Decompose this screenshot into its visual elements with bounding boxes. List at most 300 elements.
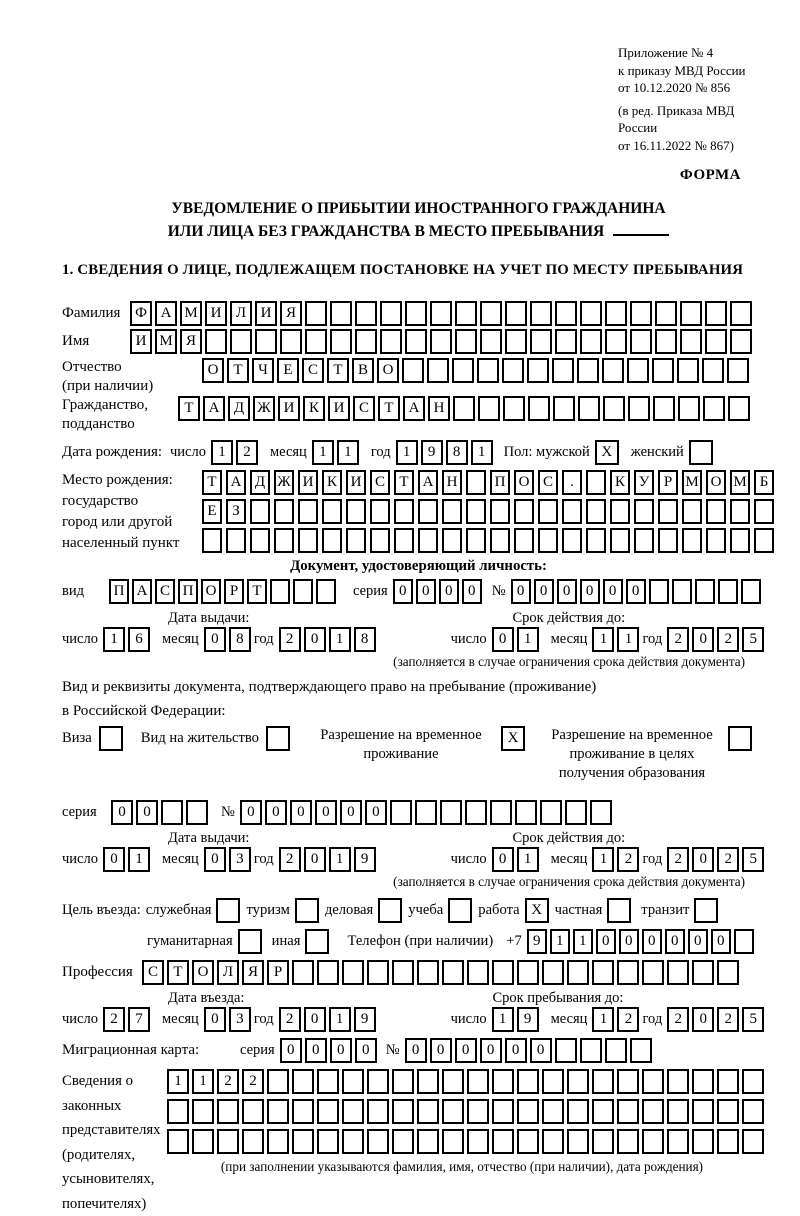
id-valid-day-boxes[interactable] xyxy=(492,627,542,652)
stay-until-year-boxes[interactable] xyxy=(667,1007,767,1032)
char-box[interactable] xyxy=(342,1129,364,1154)
char-box[interactable]: 0 xyxy=(534,579,554,604)
doc-number-boxes[interactable] xyxy=(511,579,764,604)
char-box[interactable] xyxy=(655,301,677,326)
char-box[interactable]: 0 xyxy=(557,579,577,604)
char-box[interactable] xyxy=(442,528,462,553)
char-box[interactable]: И xyxy=(328,396,350,421)
char-box[interactable] xyxy=(567,1069,589,1094)
char-box[interactable] xyxy=(505,329,527,354)
char-box[interactable] xyxy=(346,499,366,524)
char-box[interactable]: 0 xyxy=(711,929,731,954)
char-box[interactable]: 9 xyxy=(517,1007,539,1032)
char-box[interactable]: П xyxy=(178,579,198,604)
char-box[interactable] xyxy=(298,499,318,524)
purpose-tourism-checkbox[interactable] xyxy=(295,898,319,923)
char-box[interactable]: 3 xyxy=(229,847,251,872)
char-box[interactable] xyxy=(630,329,652,354)
char-box[interactable]: 0 xyxy=(330,1038,352,1063)
char-box[interactable] xyxy=(649,579,669,604)
residence-permit-checkbox[interactable] xyxy=(266,726,290,751)
char-box[interactable]: С xyxy=(142,960,164,985)
char-box[interactable]: 1 xyxy=(329,847,351,872)
char-box[interactable] xyxy=(617,1069,639,1094)
char-box[interactable] xyxy=(610,528,630,553)
char-box[interactable] xyxy=(492,1129,514,1154)
char-box[interactable] xyxy=(517,960,539,985)
char-box[interactable] xyxy=(202,528,222,553)
char-box[interactable] xyxy=(505,301,527,326)
char-box[interactable]: 2 xyxy=(717,1007,739,1032)
char-box[interactable] xyxy=(380,329,402,354)
char-box[interactable]: П xyxy=(490,470,510,495)
char-box[interactable]: А xyxy=(155,301,177,326)
char-box[interactable]: В xyxy=(352,358,374,383)
permit-number-boxes[interactable] xyxy=(240,800,615,825)
char-box[interactable] xyxy=(370,528,390,553)
char-box[interactable]: 0 xyxy=(505,1038,527,1063)
char-box[interactable]: 2 xyxy=(279,627,301,652)
char-box[interactable] xyxy=(317,1099,339,1124)
char-box[interactable] xyxy=(317,1129,339,1154)
char-box[interactable]: 1 xyxy=(492,1007,514,1032)
char-box[interactable] xyxy=(567,1129,589,1154)
char-box[interactable]: 5 xyxy=(742,627,764,652)
char-box[interactable]: 0 xyxy=(204,627,226,652)
char-box[interactable] xyxy=(415,800,437,825)
char-box[interactable]: 2 xyxy=(279,847,301,872)
char-box[interactable] xyxy=(322,499,342,524)
birth-place-row2-boxes[interactable] xyxy=(202,499,778,524)
char-box[interactable] xyxy=(274,528,294,553)
char-box[interactable]: Р xyxy=(224,579,244,604)
char-box[interactable]: 2 xyxy=(217,1069,239,1094)
char-box[interactable]: А xyxy=(403,396,425,421)
char-box[interactable]: 2 xyxy=(667,847,689,872)
char-box[interactable] xyxy=(517,1099,539,1124)
char-box[interactable]: Т xyxy=(394,470,414,495)
char-box[interactable] xyxy=(592,1069,614,1094)
char-box[interactable]: 1 xyxy=(517,847,539,872)
char-box[interactable] xyxy=(417,1129,439,1154)
char-box[interactable] xyxy=(678,396,700,421)
char-box[interactable] xyxy=(567,1099,589,1124)
char-box[interactable] xyxy=(186,800,208,825)
char-box[interactable] xyxy=(717,1099,739,1124)
char-box[interactable]: Т xyxy=(327,358,349,383)
char-box[interactable] xyxy=(695,579,715,604)
char-box[interactable]: 0 xyxy=(365,800,387,825)
char-box[interactable]: 0 xyxy=(692,627,714,652)
char-box[interactable]: 2 xyxy=(667,627,689,652)
char-box[interactable] xyxy=(514,499,534,524)
char-box[interactable]: 1 xyxy=(329,627,351,652)
purpose-work-checkbox[interactable]: X xyxy=(525,898,549,923)
char-box[interactable] xyxy=(370,499,390,524)
permit-valid-day-boxes[interactable] xyxy=(492,847,542,872)
char-box[interactable] xyxy=(692,1129,714,1154)
char-box[interactable] xyxy=(692,960,714,985)
char-box[interactable]: 2 xyxy=(617,1007,639,1032)
char-box[interactable] xyxy=(562,499,582,524)
char-box[interactable]: 0 xyxy=(304,847,326,872)
char-box[interactable] xyxy=(316,579,336,604)
char-box[interactable]: К xyxy=(303,396,325,421)
char-box[interactable] xyxy=(741,579,761,604)
char-box[interactable] xyxy=(586,470,606,495)
char-box[interactable] xyxy=(642,1069,664,1094)
char-box[interactable]: 9 xyxy=(421,440,443,465)
char-box[interactable] xyxy=(392,1099,414,1124)
char-box[interactable]: 1 xyxy=(592,1007,614,1032)
char-box[interactable]: У xyxy=(634,470,654,495)
char-box[interactable] xyxy=(630,1038,652,1063)
char-box[interactable] xyxy=(706,499,726,524)
entry-year-boxes[interactable] xyxy=(279,1007,379,1032)
char-box[interactable] xyxy=(427,358,449,383)
char-box[interactable] xyxy=(667,1099,689,1124)
char-box[interactable]: И xyxy=(205,301,227,326)
char-box[interactable]: 0 xyxy=(204,1007,226,1032)
purpose-other-checkbox[interactable] xyxy=(305,929,329,954)
char-box[interactable] xyxy=(267,1069,289,1094)
char-box[interactable] xyxy=(530,301,552,326)
char-box[interactable]: Я xyxy=(280,301,302,326)
char-box[interactable]: И xyxy=(298,470,318,495)
char-box[interactable]: 0 xyxy=(240,800,262,825)
char-box[interactable] xyxy=(706,528,726,553)
char-box[interactable] xyxy=(682,528,702,553)
char-box[interactable] xyxy=(405,301,427,326)
char-box[interactable]: 0 xyxy=(103,847,125,872)
char-box[interactable]: 0 xyxy=(355,1038,377,1063)
char-box[interactable] xyxy=(346,528,366,553)
doc-kind-boxes[interactable] xyxy=(109,579,339,604)
char-box[interactable] xyxy=(466,470,486,495)
char-box[interactable]: 1 xyxy=(312,440,334,465)
char-box[interactable] xyxy=(255,329,277,354)
char-box[interactable]: 6 xyxy=(128,627,150,652)
char-box[interactable] xyxy=(692,1069,714,1094)
char-box[interactable] xyxy=(417,960,439,985)
char-box[interactable] xyxy=(567,960,589,985)
char-box[interactable]: 0 xyxy=(596,929,616,954)
char-box[interactable]: 1 xyxy=(337,440,359,465)
char-box[interactable]: 0 xyxy=(304,1007,326,1032)
char-box[interactable] xyxy=(555,301,577,326)
char-box[interactable] xyxy=(578,396,600,421)
char-box[interactable] xyxy=(417,1099,439,1124)
char-box[interactable]: 1 xyxy=(573,929,593,954)
char-box[interactable] xyxy=(392,1069,414,1094)
char-box[interactable]: Д xyxy=(228,396,250,421)
char-box[interactable]: 0 xyxy=(603,579,623,604)
birth-place-row1-boxes[interactable] xyxy=(202,470,778,495)
char-box[interactable]: 9 xyxy=(354,1007,376,1032)
char-box[interactable] xyxy=(467,960,489,985)
char-box[interactable]: Ф xyxy=(130,301,152,326)
char-box[interactable]: 0 xyxy=(619,929,639,954)
id-issue-month-boxes[interactable] xyxy=(204,627,254,652)
char-box[interactable] xyxy=(478,396,500,421)
char-box[interactable] xyxy=(342,1099,364,1124)
char-box[interactable]: Д xyxy=(250,470,270,495)
char-box[interactable] xyxy=(466,499,486,524)
char-box[interactable] xyxy=(394,528,414,553)
entry-month-boxes[interactable] xyxy=(204,1007,254,1032)
char-box[interactable] xyxy=(492,1099,514,1124)
char-box[interactable]: 0 xyxy=(642,929,662,954)
permit-valid-month-boxes[interactable] xyxy=(592,847,642,872)
char-box[interactable]: 0 xyxy=(393,579,413,604)
char-box[interactable]: 8 xyxy=(354,627,376,652)
char-box[interactable] xyxy=(280,329,302,354)
char-box[interactable]: 5 xyxy=(742,847,764,872)
temp-residence-checkbox[interactable]: X xyxy=(501,726,525,751)
char-box[interactable]: 1 xyxy=(329,1007,351,1032)
char-box[interactable] xyxy=(642,1129,664,1154)
char-box[interactable] xyxy=(242,1099,264,1124)
purpose-humanitarian-checkbox[interactable] xyxy=(238,929,262,954)
char-box[interactable] xyxy=(653,396,675,421)
char-box[interactable]: Н xyxy=(442,470,462,495)
char-box[interactable] xyxy=(680,301,702,326)
char-box[interactable] xyxy=(672,579,692,604)
char-box[interactable]: 5 xyxy=(742,1007,764,1032)
char-box[interactable] xyxy=(430,329,452,354)
char-box[interactable]: 0 xyxy=(136,800,158,825)
purpose-study-checkbox[interactable] xyxy=(448,898,472,923)
char-box[interactable] xyxy=(367,1069,389,1094)
char-box[interactable] xyxy=(226,528,246,553)
permit-valid-year-boxes[interactable] xyxy=(667,847,767,872)
char-box[interactable]: 0 xyxy=(305,1038,327,1063)
char-box[interactable] xyxy=(542,1069,564,1094)
char-box[interactable]: 0 xyxy=(416,579,436,604)
birth-month-boxes[interactable] xyxy=(312,440,362,465)
char-box[interactable] xyxy=(742,1099,764,1124)
representatives-row3-boxes[interactable] xyxy=(167,1129,767,1154)
char-box[interactable] xyxy=(692,1099,714,1124)
char-box[interactable]: Т xyxy=(247,579,267,604)
char-box[interactable]: 1 xyxy=(550,929,570,954)
char-box[interactable]: 1 xyxy=(128,847,150,872)
char-box[interactable] xyxy=(617,1099,639,1124)
visa-checkbox[interactable] xyxy=(99,726,123,751)
char-box[interactable] xyxy=(577,358,599,383)
char-box[interactable] xyxy=(555,1038,577,1063)
char-box[interactable]: Б xyxy=(754,470,774,495)
char-box[interactable]: 0 xyxy=(340,800,362,825)
char-box[interactable] xyxy=(292,960,314,985)
char-box[interactable] xyxy=(658,499,678,524)
char-box[interactable]: 1 xyxy=(211,440,233,465)
char-box[interactable]: 1 xyxy=(471,440,493,465)
char-box[interactable] xyxy=(580,329,602,354)
char-box[interactable]: Л xyxy=(230,301,252,326)
char-box[interactable] xyxy=(192,1129,214,1154)
char-box[interactable] xyxy=(667,1129,689,1154)
char-box[interactable] xyxy=(667,960,689,985)
char-box[interactable] xyxy=(655,329,677,354)
char-box[interactable]: 2 xyxy=(279,1007,301,1032)
char-box[interactable]: 1 xyxy=(192,1069,214,1094)
id-issue-year-boxes[interactable] xyxy=(279,627,379,652)
char-box[interactable] xyxy=(330,329,352,354)
char-box[interactable] xyxy=(492,960,514,985)
given-name-boxes[interactable] xyxy=(130,329,755,354)
char-box[interactable] xyxy=(630,301,652,326)
char-box[interactable] xyxy=(742,1069,764,1094)
char-box[interactable]: Я xyxy=(242,960,264,985)
profession-boxes[interactable] xyxy=(142,960,742,985)
char-box[interactable] xyxy=(390,800,412,825)
char-box[interactable] xyxy=(442,1069,464,1094)
char-box[interactable] xyxy=(718,579,738,604)
char-box[interactable] xyxy=(703,396,725,421)
char-box[interactable] xyxy=(552,358,574,383)
char-box[interactable]: 1 xyxy=(167,1069,189,1094)
char-box[interactable] xyxy=(617,960,639,985)
char-box[interactable] xyxy=(634,528,654,553)
char-box[interactable] xyxy=(167,1129,189,1154)
purpose-official-checkbox[interactable] xyxy=(216,898,240,923)
char-box[interactable] xyxy=(502,358,524,383)
char-box[interactable] xyxy=(455,329,477,354)
char-box[interactable] xyxy=(590,800,612,825)
char-box[interactable] xyxy=(465,800,487,825)
char-box[interactable]: 0 xyxy=(665,929,685,954)
purpose-private-checkbox[interactable] xyxy=(607,898,631,923)
char-box[interactable]: 0 xyxy=(492,847,514,872)
char-box[interactable] xyxy=(727,358,749,383)
char-box[interactable]: 2 xyxy=(103,1007,125,1032)
char-box[interactable] xyxy=(517,1069,539,1094)
char-box[interactable]: 7 xyxy=(128,1007,150,1032)
char-box[interactable]: 9 xyxy=(527,929,547,954)
char-box[interactable]: 0 xyxy=(530,1038,552,1063)
char-box[interactable] xyxy=(490,800,512,825)
char-box[interactable]: 0 xyxy=(692,847,714,872)
char-box[interactable]: К xyxy=(610,470,630,495)
char-box[interactable] xyxy=(642,1099,664,1124)
char-box[interactable] xyxy=(717,1069,739,1094)
doc-series-boxes[interactable] xyxy=(393,579,485,604)
birth-year-boxes[interactable] xyxy=(396,440,496,465)
char-box[interactable] xyxy=(267,1129,289,1154)
char-box[interactable]: М xyxy=(155,329,177,354)
char-box[interactable]: А xyxy=(226,470,246,495)
char-box[interactable] xyxy=(440,800,462,825)
char-box[interactable]: 1 xyxy=(592,847,614,872)
char-box[interactable]: Ж xyxy=(274,470,294,495)
char-box[interactable] xyxy=(293,579,313,604)
char-box[interactable] xyxy=(466,528,486,553)
char-box[interactable] xyxy=(634,499,654,524)
char-box[interactable]: С xyxy=(353,396,375,421)
char-box[interactable] xyxy=(667,1069,689,1094)
char-box[interactable] xyxy=(342,1069,364,1094)
char-box[interactable] xyxy=(586,528,606,553)
char-box[interactable] xyxy=(455,301,477,326)
char-box[interactable] xyxy=(610,499,630,524)
char-box[interactable] xyxy=(754,499,774,524)
char-box[interactable] xyxy=(538,499,558,524)
patronymic-boxes[interactable] xyxy=(202,358,752,383)
char-box[interactable] xyxy=(503,396,525,421)
char-box[interactable]: З xyxy=(226,499,246,524)
id-issue-day-boxes[interactable] xyxy=(103,627,153,652)
char-box[interactable] xyxy=(167,1099,189,1124)
char-box[interactable] xyxy=(562,528,582,553)
id-valid-month-boxes[interactable] xyxy=(592,627,642,652)
char-box[interactable]: 0 xyxy=(492,627,514,652)
char-box[interactable] xyxy=(492,1069,514,1094)
char-box[interactable] xyxy=(392,960,414,985)
char-box[interactable]: А xyxy=(203,396,225,421)
char-box[interactable]: 2 xyxy=(242,1069,264,1094)
representatives-row1-boxes[interactable] xyxy=(167,1069,767,1094)
permit-issue-day-boxes[interactable] xyxy=(103,847,153,872)
char-box[interactable] xyxy=(292,1069,314,1094)
char-box[interactable] xyxy=(542,1099,564,1124)
birth-day-boxes[interactable] xyxy=(211,440,261,465)
char-box[interactable]: О xyxy=(192,960,214,985)
char-box[interactable] xyxy=(480,301,502,326)
char-box[interactable] xyxy=(367,1129,389,1154)
char-box[interactable]: 0 xyxy=(692,1007,714,1032)
char-box[interactable] xyxy=(467,1069,489,1094)
char-box[interactable] xyxy=(480,329,502,354)
char-box[interactable] xyxy=(617,1129,639,1154)
char-box[interactable] xyxy=(392,1129,414,1154)
char-box[interactable] xyxy=(355,329,377,354)
char-box[interactable] xyxy=(402,358,424,383)
char-box[interactable]: И xyxy=(130,329,152,354)
char-box[interactable] xyxy=(730,301,752,326)
char-box[interactable] xyxy=(680,329,702,354)
char-box[interactable]: С xyxy=(302,358,324,383)
char-box[interactable] xyxy=(515,800,537,825)
char-box[interactable]: 0 xyxy=(626,579,646,604)
char-box[interactable]: 2 xyxy=(667,1007,689,1032)
char-box[interactable]: 0 xyxy=(111,800,133,825)
char-box[interactable] xyxy=(730,528,750,553)
char-box[interactable] xyxy=(734,929,754,954)
char-box[interactable] xyxy=(418,499,438,524)
char-box[interactable]: 2 xyxy=(617,847,639,872)
char-box[interactable]: Н xyxy=(428,396,450,421)
char-box[interactable]: О xyxy=(377,358,399,383)
char-box[interactable] xyxy=(317,960,339,985)
char-box[interactable]: Я xyxy=(180,329,202,354)
migcard-series-boxes[interactable] xyxy=(280,1038,380,1063)
char-box[interactable]: 0 xyxy=(580,579,600,604)
entry-day-boxes[interactable] xyxy=(103,1007,153,1032)
char-box[interactable] xyxy=(730,499,750,524)
permit-issue-year-boxes[interactable] xyxy=(279,847,379,872)
char-box[interactable]: Е xyxy=(202,499,222,524)
char-box[interactable] xyxy=(230,329,252,354)
char-box[interactable] xyxy=(592,1129,614,1154)
char-box[interactable]: М xyxy=(730,470,750,495)
char-box[interactable]: С xyxy=(155,579,175,604)
char-box[interactable] xyxy=(405,329,427,354)
char-box[interactable] xyxy=(592,1099,614,1124)
char-box[interactable]: . xyxy=(562,470,582,495)
citizenship-boxes[interactable] xyxy=(178,396,753,421)
char-box[interactable]: 0 xyxy=(405,1038,427,1063)
